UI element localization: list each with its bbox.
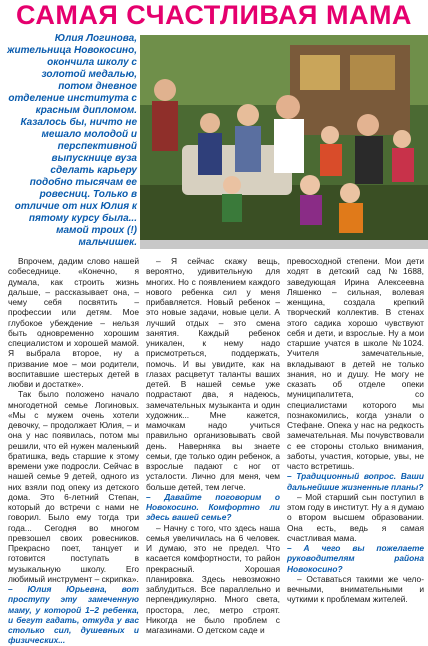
interview-question: – Юлия Юрьевна, вот проступу эту замеченную маму, у которой 1–2 ребенка, и бегут гадать, откуда у вас столько сил, душевных и физических... — [8, 584, 139, 646]
article-paragraph: Впрочем, дадим слово нашей собеседнице. «Конечно, я думала, как строить жизнь дальше, – рассказывает она, – чему себя посвятить – профессии или детям. Мое глубокое убеждение – нельзя быть одновременно хорошим специалистом и хорошей мамой. Я выбрала второе, ну а призвание мое – мои родители, воспитавшие шестерых детей в любви и достатке». — [8, 256, 139, 389]
article-paragraph: Так было положено начало многодетной семье Логиновых. «Мы с мужем очень хотели девочку, – продолжает Юлия, – и она у нас появилась, потом мы решили, что ей нужен маленький братишка, ведь старшие к этому времени уже подросли. Сейчас в нашей семье 9 детей, одного из них взяли под опеку из детского дома. Это 6-летний Степан, который до встречи с нами не говорил. Было ему тогда три года... Сегодня во многом превзошел своих ровесников. Прекрасно поет, танцует и готовится поступать в музыкальную школу. Его любимый инструмент – скрипка». — [8, 389, 139, 584]
article-paragraph: – Мой старший сын поступил в этом году в институт. Ну а я думаю о втором высшем образовании. Она есть, ведь я самая счастливая мама. — [287, 491, 424, 543]
family-photo — [140, 35, 428, 249]
article-paragraph: – Оставаться такими же человечными, внимательными и чуткими к проблемам жителей. — [287, 573, 424, 605]
article-column-1 — [8, 256, 139, 646]
article-column-2 — [146, 256, 280, 635]
article-paragraph: – Начну с того, что здесь наша семья увеличилась на 6 человек. И думаю, это не предел. Что касается комфортности, то район прекрасный. Хорошая планировка. Здесь невозможно заблудиться. Все параллельно и перпендикулярно. Много света, простора, лес, метро строят. Никогда не было проблем с магазинами. О детском саде и — [146, 522, 280, 635]
article-column-3 — [287, 256, 424, 605]
article-paragraph: – Я сейчас скажу вещь, вероятно, удивительную для многих. Но с появлением каждого нового ребенка сил у меня прибавляется. Новый ребенок – это новые задачи, новые цели. А лучший отдых – это смена занятия. Каждый ребенок уникален, к нему надо присмотреться, поддержать, помочь. И вы увидите, как на глазах расцветут таланты ваших детей. В нашей семье уже подрастают два, я надеюсь, замечательных музыканта и один художник... Мне кажется, мамочкам надо учиться правильно организовывать свой день. Наверняка вы знаете семьи, где только один ребенок, а взрослые падают с ног от усталости. Лично для меня, чем больше детей, тем легче. — [146, 256, 280, 492]
headline: САМАЯ СЧАСТЛИВАЯ МАМА — [16, 0, 412, 30]
interview-question: – А чего вы пожелаете руководителям района Новокосино? — [287, 543, 424, 574]
lead-paragraph: Юлия Логинова, жительница Новокосино, окончила школу с золотой медалью, потом дневное отделение института с красным дипломом. Казалось бы, ничто не мешало молодой и перспективной выпускнице вуза сделать карьеру подобно тысячам ее ровесниц. Только в отличие от них Юлия к пятому курсу была... мамой троих (!) мальчишек. — [7, 33, 137, 248]
article-paragraph: превосходной степени. Мои дети ходят в детский сад №1688, заведующая Ирина Алексеевна Ляшенко – сильная, волевая женщина, создала крепкий творческий коллектив. В стенах этого садика хорошо чувствуют себя и дети, и взрослые. Ну а мои старшие учатся в школе №1024. Учителя замечательные, вкладывают в детей не только знания, но и душу. Не могу не сказать об отделе опеки муниципалитета, со специалистами которого мы познакомились, когда узнали о Стефане. Опека у нас на редкость замечательная. Мы почувствовали с ее стороны столько внимания, заботы, участия, которые, увы, не часто встретишь. — [287, 256, 424, 471]
interview-question: – Давайте поговорим о Новокосино. Комфортно ли здесь вашей семье? — [146, 491, 280, 523]
interview-question: – Традиционный вопрос. Ваши дальнейшие жизненные планы? — [287, 471, 424, 492]
